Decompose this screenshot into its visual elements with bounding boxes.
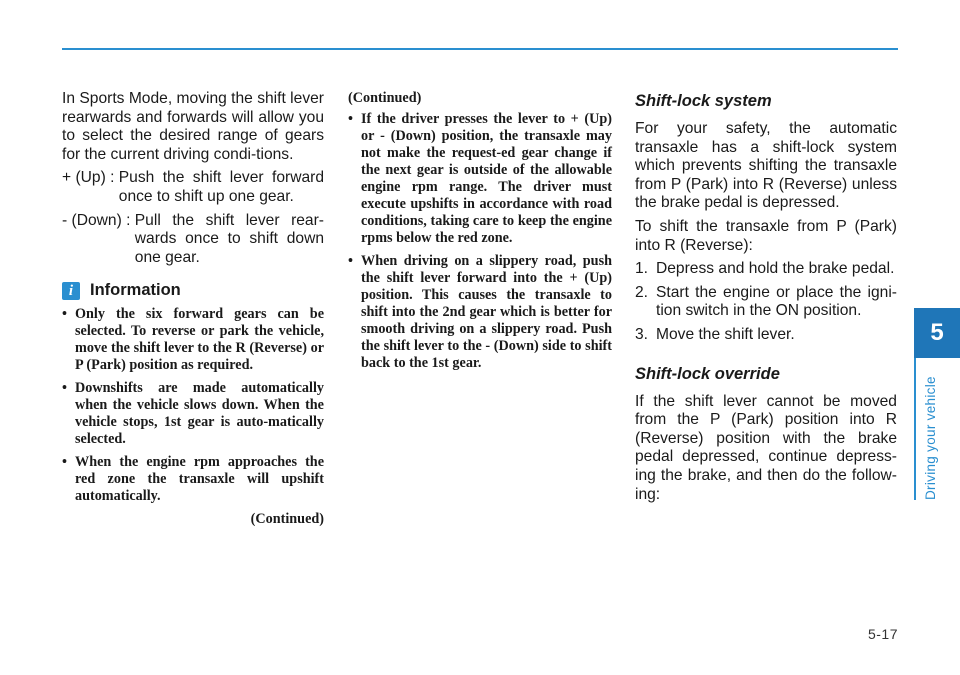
up-term: + (Up) : — [62, 169, 119, 187]
list-item: • If the driver presses the lever to + (Up) or - (Down) position, the transaxle may not make the request-ed gear change if the next gear is outside of the allowable engine rpm range. The driver must execute upshifts in accordance with road conditions, taking care to keep the engine rpms below the red zone. — [348, 111, 612, 246]
continued-bullet-list — [348, 111, 612, 372]
column-right — [635, 90, 897, 509]
information-title: Information — [90, 281, 181, 300]
chapter-side-rule — [914, 358, 916, 500]
shift-lock-override-title: Shift-lock override — [635, 364, 780, 383]
down-description: Pull the shift lever rear-wards once to shift down one gear. — [134, 211, 324, 266]
down-term: - (Down) : — [62, 211, 135, 229]
information-heading — [62, 281, 324, 300]
chapter-tab: 5 — [914, 308, 960, 358]
list-item: 1. Depress and hold the brake pedal. — [635, 260, 895, 278]
bullet-icon: • — [62, 380, 67, 397]
header-rule — [62, 48, 898, 50]
list-item: 2. Start the engine or place the igni-tion switch in the ON position. — [635, 283, 897, 320]
shift-lock-paragraph: For your safety, the automatic transaxle has a shift-lock system which prevents shifting the transaxle from P (Park) into R (Reverse) unless the brake pedal is depressed. — [635, 120, 897, 212]
info-icon: i — [62, 282, 80, 300]
up-definition — [62, 169, 324, 206]
list-item: • Only the six forward gears can be selected. To reverse or park the vehicle, move the shift lever to the R (Reverse) or P (Park) position as required. — [62, 306, 324, 374]
sports-mode-intro: In Sports Mode, moving the shift lever rearwards and forwards will allow you to select the desired range of gears for the current driving condi-tions. — [62, 90, 324, 163]
up-description: Push the shift lever forward once to shift up one gear. — [118, 169, 324, 205]
shift-instructions-intro: To shift the transaxle from P (Park) into R (Reverse): — [635, 217, 897, 254]
shift-lock-system-title: Shift-lock system — [635, 92, 772, 110]
continued-heading: (Continued) — [348, 90, 422, 106]
continued-note: (Continued) — [250, 511, 324, 528]
column-middle — [348, 90, 612, 378]
list-item: 3. Move the shift lever. — [635, 325, 795, 343]
list-item: • When driving on a slippery road, push the shift lever forward into the + (Up) position. This causes the transaxle to shift into the 2nd gear which is better for smooth driving on a slippery road. Push the shift lever to the - (Down) side to shift back to the 1st gear. — [348, 253, 612, 371]
down-definition — [62, 212, 324, 268]
information-bullet-list — [62, 306, 324, 505]
page-number: 5-17 — [867, 626, 898, 642]
bullet-icon: • — [348, 253, 353, 269]
column-left — [62, 90, 324, 528]
shift-steps-list — [635, 260, 897, 344]
chapter-label: Driving your vehicle — [923, 376, 938, 500]
bullet-icon: • — [62, 454, 67, 471]
list-item: • Downshifts are made automatically when the vehicle slows down. When the vehicle stops, 1st gear is auto-matically selected. — [62, 380, 324, 448]
bullet-icon: • — [62, 306, 67, 323]
override-paragraph: If the shift lever cannot be moved from the P (Park) position into R (Reverse) position with the brake pedal depressed, continue depress-ing the brake, and then do the follow-ing: — [635, 392, 897, 503]
bullet-icon: • — [348, 111, 353, 127]
list-item: • When the engine rpm approaches the red zone the transaxle will upshift automatically. — [62, 454, 324, 505]
